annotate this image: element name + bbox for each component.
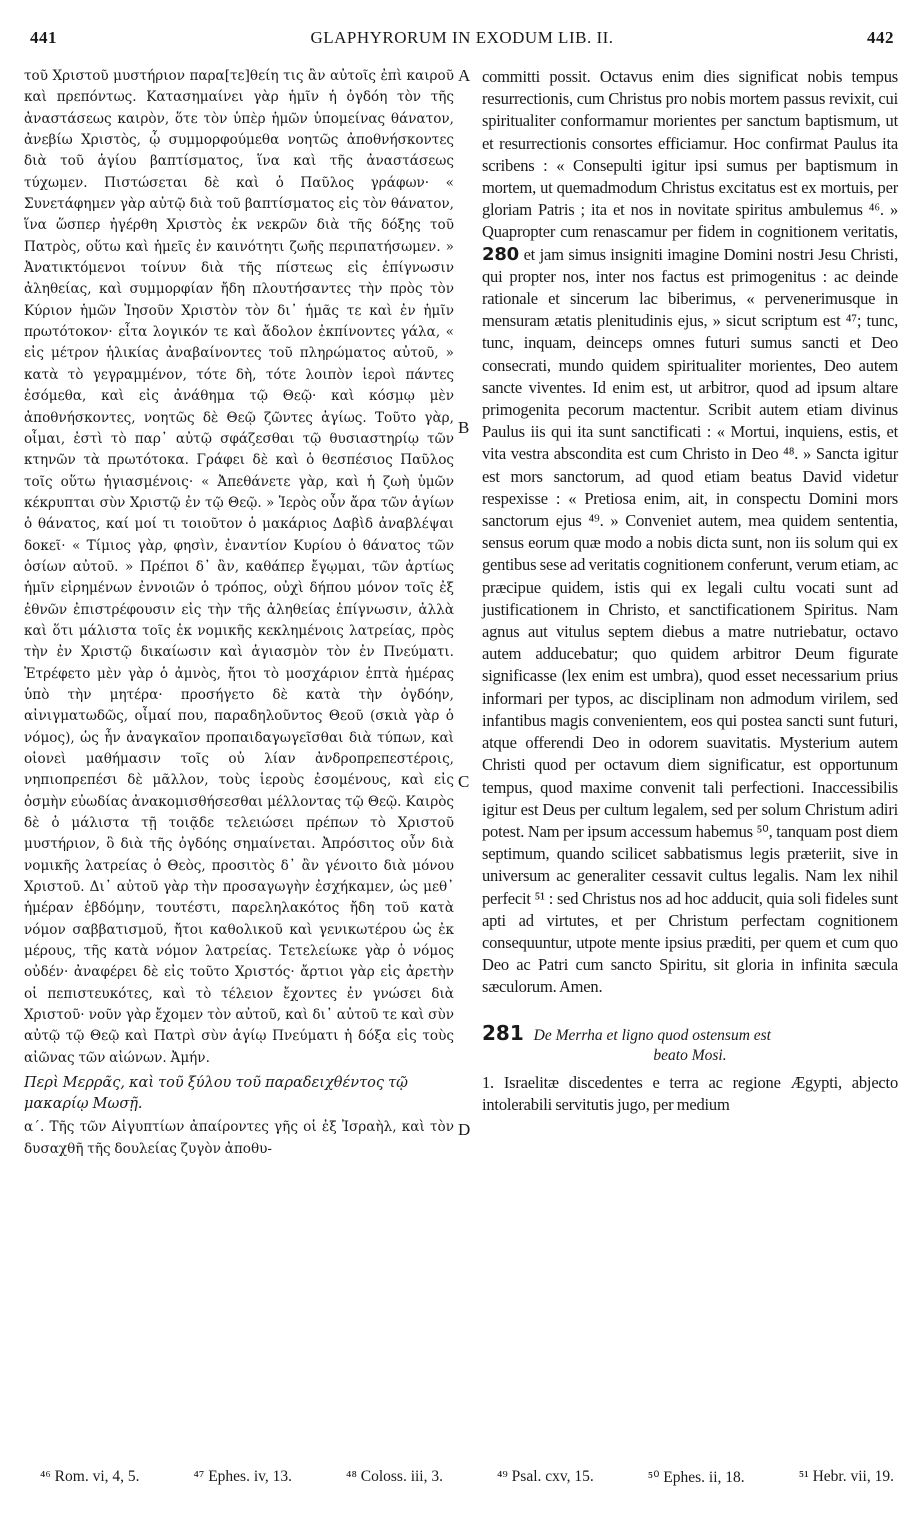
column-number-280: 280 <box>482 243 519 265</box>
footnote-48: ⁴⁸ Coloss. iii, 3. <box>346 1468 443 1485</box>
footnote-49: ⁴⁹ Psal. cxv, 15. <box>497 1468 594 1485</box>
latin-paragraph-2: 1. Israelitæ discedentes e terra ac regione Ægypti, abjecto intolerabili servitutis jugo, per medium <box>482 1072 898 1114</box>
greek-column <box>24 66 454 1160</box>
latin-paragraph-1 <box>482 66 898 999</box>
greek-section-title: Περὶ Μερρᾶς, καὶ τοῦ ξύλου τοῦ παραδειχθέντος τῷ μακαρίῳ Μωσῇ. <box>24 1075 408 1113</box>
margin-letter-b: B <box>458 418 470 437</box>
latin-column <box>482 66 898 1116</box>
margin-letter-d: D <box>458 1120 471 1139</box>
footnote-46: ⁴⁶ Rom. vi, 4, 5. <box>40 1468 140 1485</box>
latin-title-line-1: De Merrha et ligno quod ostensum est <box>533 1026 771 1044</box>
page-number-right: 442 <box>867 28 894 47</box>
greek-paragraph-2: α΄. Τῆς τῶν Αἰγυπτίων ἀπαίροντες γῆς οἱ ἐξ Ἰσραὴλ, καὶ τὸν δυσαχθῆ τῆς δουλείας ζυγὸν ἀποθυ- <box>24 1119 454 1157</box>
margin-letter-c: C <box>458 772 470 791</box>
running-header <box>30 28 894 54</box>
latin-section-title <box>482 1020 898 1066</box>
greek-paragraph-1: τοῦ Χριστοῦ μυστήριον παρα[τε]θείη τις ἂν αὐτοῖς ἐπὶ καιροῦ καὶ πρεπόντως. Κατασημαίνει γὰρ ἡμῖν ἡ ὀγδόη τὸν τῆς ἀναστάσεως καιρὸν, ὅτε τὸν ὑπὲρ ἡμῶν ὑπομείνας θάνατον, ἀνεβίω Χριστὸς, ᾧ συμμορφούμεθα νοητῶς ἀποθνήσκοντες διὰ τοῦ ἁγίου βαπτίσματος, ἵνα καὶ τῆς ἀναστάσεως τύχωμεν. Πιστώσεται δὲ καὶ ὁ Παῦλος γράφων· « Συνετάφημεν γὰρ αὐτῷ διὰ τοῦ βαπτίσματος εἰς τὸν θάνατον, ἵνα ὥσπερ ἠγέρθη Χριστὸς ἐκ νεκρῶν διὰ τῆς δόξης τοῦ Πατρὸς, οὕτω καὶ ἡμεῖς ἐν καινότητι ζωῆς περιπατήσωμεν. » Ἀνατικτόμενοι τοίνυν διὰ τῆς πίστεως εἰς ἐπίγνωσιν ἀληθείας, καὶ συμμορφίαν ἤδη πλουτήσαντες τὴν πρὸς τὸν Κύριον ἡμῶν Ἰησοῦν Χριστὸν τὸν δι᾽ ἡμᾶς τε καὶ ἐν ἡμῖν πρωτότοκον· εἶτα λογικόν τε καὶ ἄδολον ἐκπίνοντες γάλα, « εἰς μέτρον ἡλικίας ἀναβαίνοντες τοῦ πληρώματος αὐτοῦ, » κατὰ τὸ γεγραμμένον, τότε δὴ, τότε λοιπὸν ἱεροὶ πάντες ἐσόμεθα, καὶ εἰς ἀνάθημα τῷ Θεῷ· καὶ κόσμῳ μὲν ἀποθνήσκοντες, νοητῶς δὲ Θεῷ ζῶντες ἁγίως. Τοῦτο γὰρ, οἶμαι, ἐστὶ τὸ παρ᾽ αὐτῷ σφάζεσθαι τῷ θυσιαστηρίῳ τῶν κτηνῶν τὰ πρωτότοκα. Γράφει δὲ καὶ ὁ θεσπέσιος Παῦλος τοῖς οὕτω ἡγιασμένοις· « Ἀπεθάνετε γὰρ, καὶ ἡ ζωὴ ὑμῶν κέκρυπται σὺν Χριστῷ ἐν τῷ Θεῷ. » Ἱερὸς οὖν ἄρα τῶν ἁγίων ὁ θάνατος, καί μοί τι τοιοῦτον ὁ μακάριος Δαβὶδ ἀναβλέψαι δοκεῖ· « Τίμιος γὰρ, φησὶν, ἐναντίον Κυρίου ὁ θάνατος τῶν ὁσίων αὐτοῦ. » Πρέποι δ᾽ ἂν, καθάπερ ἔγῳμαι, τῶν ἀρτίως ἡμῖν εἰρημένων ἐννοιῶν ὁ τρόπος, οὐχὶ δήπου μόνον τοῖς ἐξ ἐθνῶν ἐπιστρέφουσιν εἰς τὴν τῆς ἀληθείας ἐπίγνωσιν, ἀλλὰ καὶ ὅτι μάλιστα τοῖς ἐκ νομικῆς κεκλημένοις λατρείας, πρὸς τὴν ἐν Χριστῷ δικαίωσιν καὶ ἁγιασμὸν τὸν ἐν Πνεύματι. Ἐτρέφετο μὲν γὰρ ὁ ἀμνὸς, ἤτοι τὸ μοσχάριον ἑπτὰ ἡμέρας ὑπὸ τὴν μητέρα· προσήγετο δὲ κατὰ τὴν ὀγδόην, αἰνιγματωδῶς, οἶμαί που, παραδηλοῦντος Θεοῦ (σκιὰ γὰρ ὁ νόμος), ὡς ἦν ἀναγκαῖον προπαιδαγωγεῖσθαι διὰ τύπων, καὶ οἱονεὶ μαθήμασιν τοῖς οὐ λίαν ἀνδροπρεπεστέροις, νηπιοπρεπέσι δὲ μᾶλλον, τοὺς ἱεροὺς ἐσομένους, καὶ εἰς ὀσμὴν εὐωδίας ἀνακομισθήσεσθαι μέλλοντας τῷ Θεῷ. Καιρὸς δὲ ὁ μάλιστα τῇ τοιᾷδε τελειώσει πρέπων τὸ Χριστοῦ μυστήριον, ὃ διὰ τῆς ὀγδόης σημαίνεται. Ἀπρόσιτος οὖν διὰ νομικῆς λατρείας ὁ Θεὸς, προσιτὸς δ᾽ ἂν γένοιτο διὰ μόνου Χριστοῦ. Δι᾽ αὐτοῦ γὰρ τὴν προσαγωγὴν ἐσχήκαμεν, ὡς μεθ᾽ ἡμέραν ἑβδόμην, τουτέστι, παρεληλακότος ἤδη τοῦ κατὰ νόμον σαββατισμοῦ, ἤτοι καθολικοῦ καὶ γενικωτέρου ὡς ἐκ μέρους, τῆς κατὰ νόμον λατρείας. Τετελείωκε γὰρ ὁ νόμος οὐδέν· ἀναφέρει δὲ εἰς τοῦτο Χριστός· ἄρτιοι γὰρ εἰς ἀρετὴν οἱ πεπιστευκότες, καὶ τὸ τέλειον ἔχοντες ἐν γνώσει διὰ Χριστοῦ· νοῦν γὰρ ἔχομεν τὸν αὐτοῦ, καὶ δι᾽ αὐτοῦ τε καὶ σὺν αὐτῷ τῷ Θεῷ καὶ Πατρὶ σὺν ἁγίῳ Πνεύματι ἡ δόξα εἰς τοὺς αἰῶνας τῶν αἰώνων. Ἀμήν. <box>24 68 454 1066</box>
page-number-left: 441 <box>30 28 57 47</box>
latin-text-part-1: committi possit. Octavus enim dies significat nobis tempus resurrectionis, cum Christus pro nobis mortem passus revixit, cui spiritualiter conformamur morientes per sanctum baptismum, ut et resurrectionis consortes efficiamur. Hoc confirmat Paulus ita scribens : « Consepulti igitur ipsi sumus per baptismum in mortem, ut quemadmodum Christus excitatus est ex mortuis, per gloriam Patris ; ita et nos in novitate spiritus ambulemus ⁴⁶. » Quapropter cum renascamur per fidem in cognitionem veritatis, <box>482 67 898 242</box>
latin-title-line-2: beato Mosi. <box>653 1046 727 1064</box>
footnote-50: ⁵⁰ Ephes. ii, 18. <box>647 1469 745 1486</box>
footnote-51: ⁵¹ Hebr. vii, 19. <box>798 1468 894 1485</box>
section-number-281: 281 <box>482 1020 524 1045</box>
running-title: GLAPHYRORUM IN EXODUM LIB. II. <box>310 28 614 47</box>
latin-text-part-2: et jam simus insigniti imagine Domini nostri Jesu Christi, qui propter nos, inter nos factus est primogenitus : ac deinde rationale et sincerum lac biberimus, « pervenerimusque in mensuram ætatis plenitudinis ejus, » sicut scriptum est ⁴⁷; tunc, tunc, inquam, deinceps omnes futuri sumus sancti et Deo consecrati, mundo quidem spiritualiter morientes, Deo autem sancte viventes. Id enim est, ut arbitror, quod ad ipsum altare primogenita pecorum mactentur. Scribit autem etiam divinus Paulus iis qui ita sunt sanctificati : « Mortui, inquiens, estis, et vita vestra abscondita est cum Christo in Deo ⁴⁸. » Sancta igitur est mors sanctorum, ad quod etiam beatus David videtur respexisse : « Pretiosa enim, ait, in conspectu Domini mors sanctorum ejus ⁴⁹. » Conveniet autem, mea quidem sententia, sensus eorum quæ modo a nobis dicta sunt, non iis solum qui ex gentibus sese ad veritatis cognitionem conferunt, verum etiam, ac præcipue quidem, istis qui ex legali cultu vocati sunt ad justificationem in Christo, et sanctificationem Spiritus. Nam agnus aut vitulus septem diebus a matre nutriebatur, octavo autem adducebatur; quo quidem arbitror Deum figurate significasse (lex enim est umbra), quod esset necessarium prius informari per typos, ac disciplinam non admodum virilem, sed infantibus magis convenientem, eos qui postea sancti sunt futuri, atque offerendi Deo in odorem suavitatis. Mysterium autem Christi quod per octavum diem significatur, est opportunum tempus, quod maxime convenit tali perfectioni. Inaccessibilis igitur est Deus per cultum legalem, sed per solum Christum adiri potest. Nam per ipsum accessum habemus ⁵⁰, tanquam post diem septimum, quando scilicet sabbatismus legis præteriit, sive in universum ac generaliter cessavit cultus legalis. Nam lex nihil perfecit ⁵¹ : sed Christus nos ad hoc adducit, quia soli fideles sunt apti ad virtutes, et per Christum perfectam cognitionem consequuntur, utpote mente ipsius præditi, per quem et cum quo Deo ac Patri cum sancto Spiritu, sit gloria in infinita sæcula sæculorum. Amen. <box>482 244 898 997</box>
footnotes <box>40 1468 894 1487</box>
margin-letter-a: A <box>458 66 471 85</box>
footnote-47: ⁴⁷ Ephes. iv, 13. <box>193 1468 293 1485</box>
